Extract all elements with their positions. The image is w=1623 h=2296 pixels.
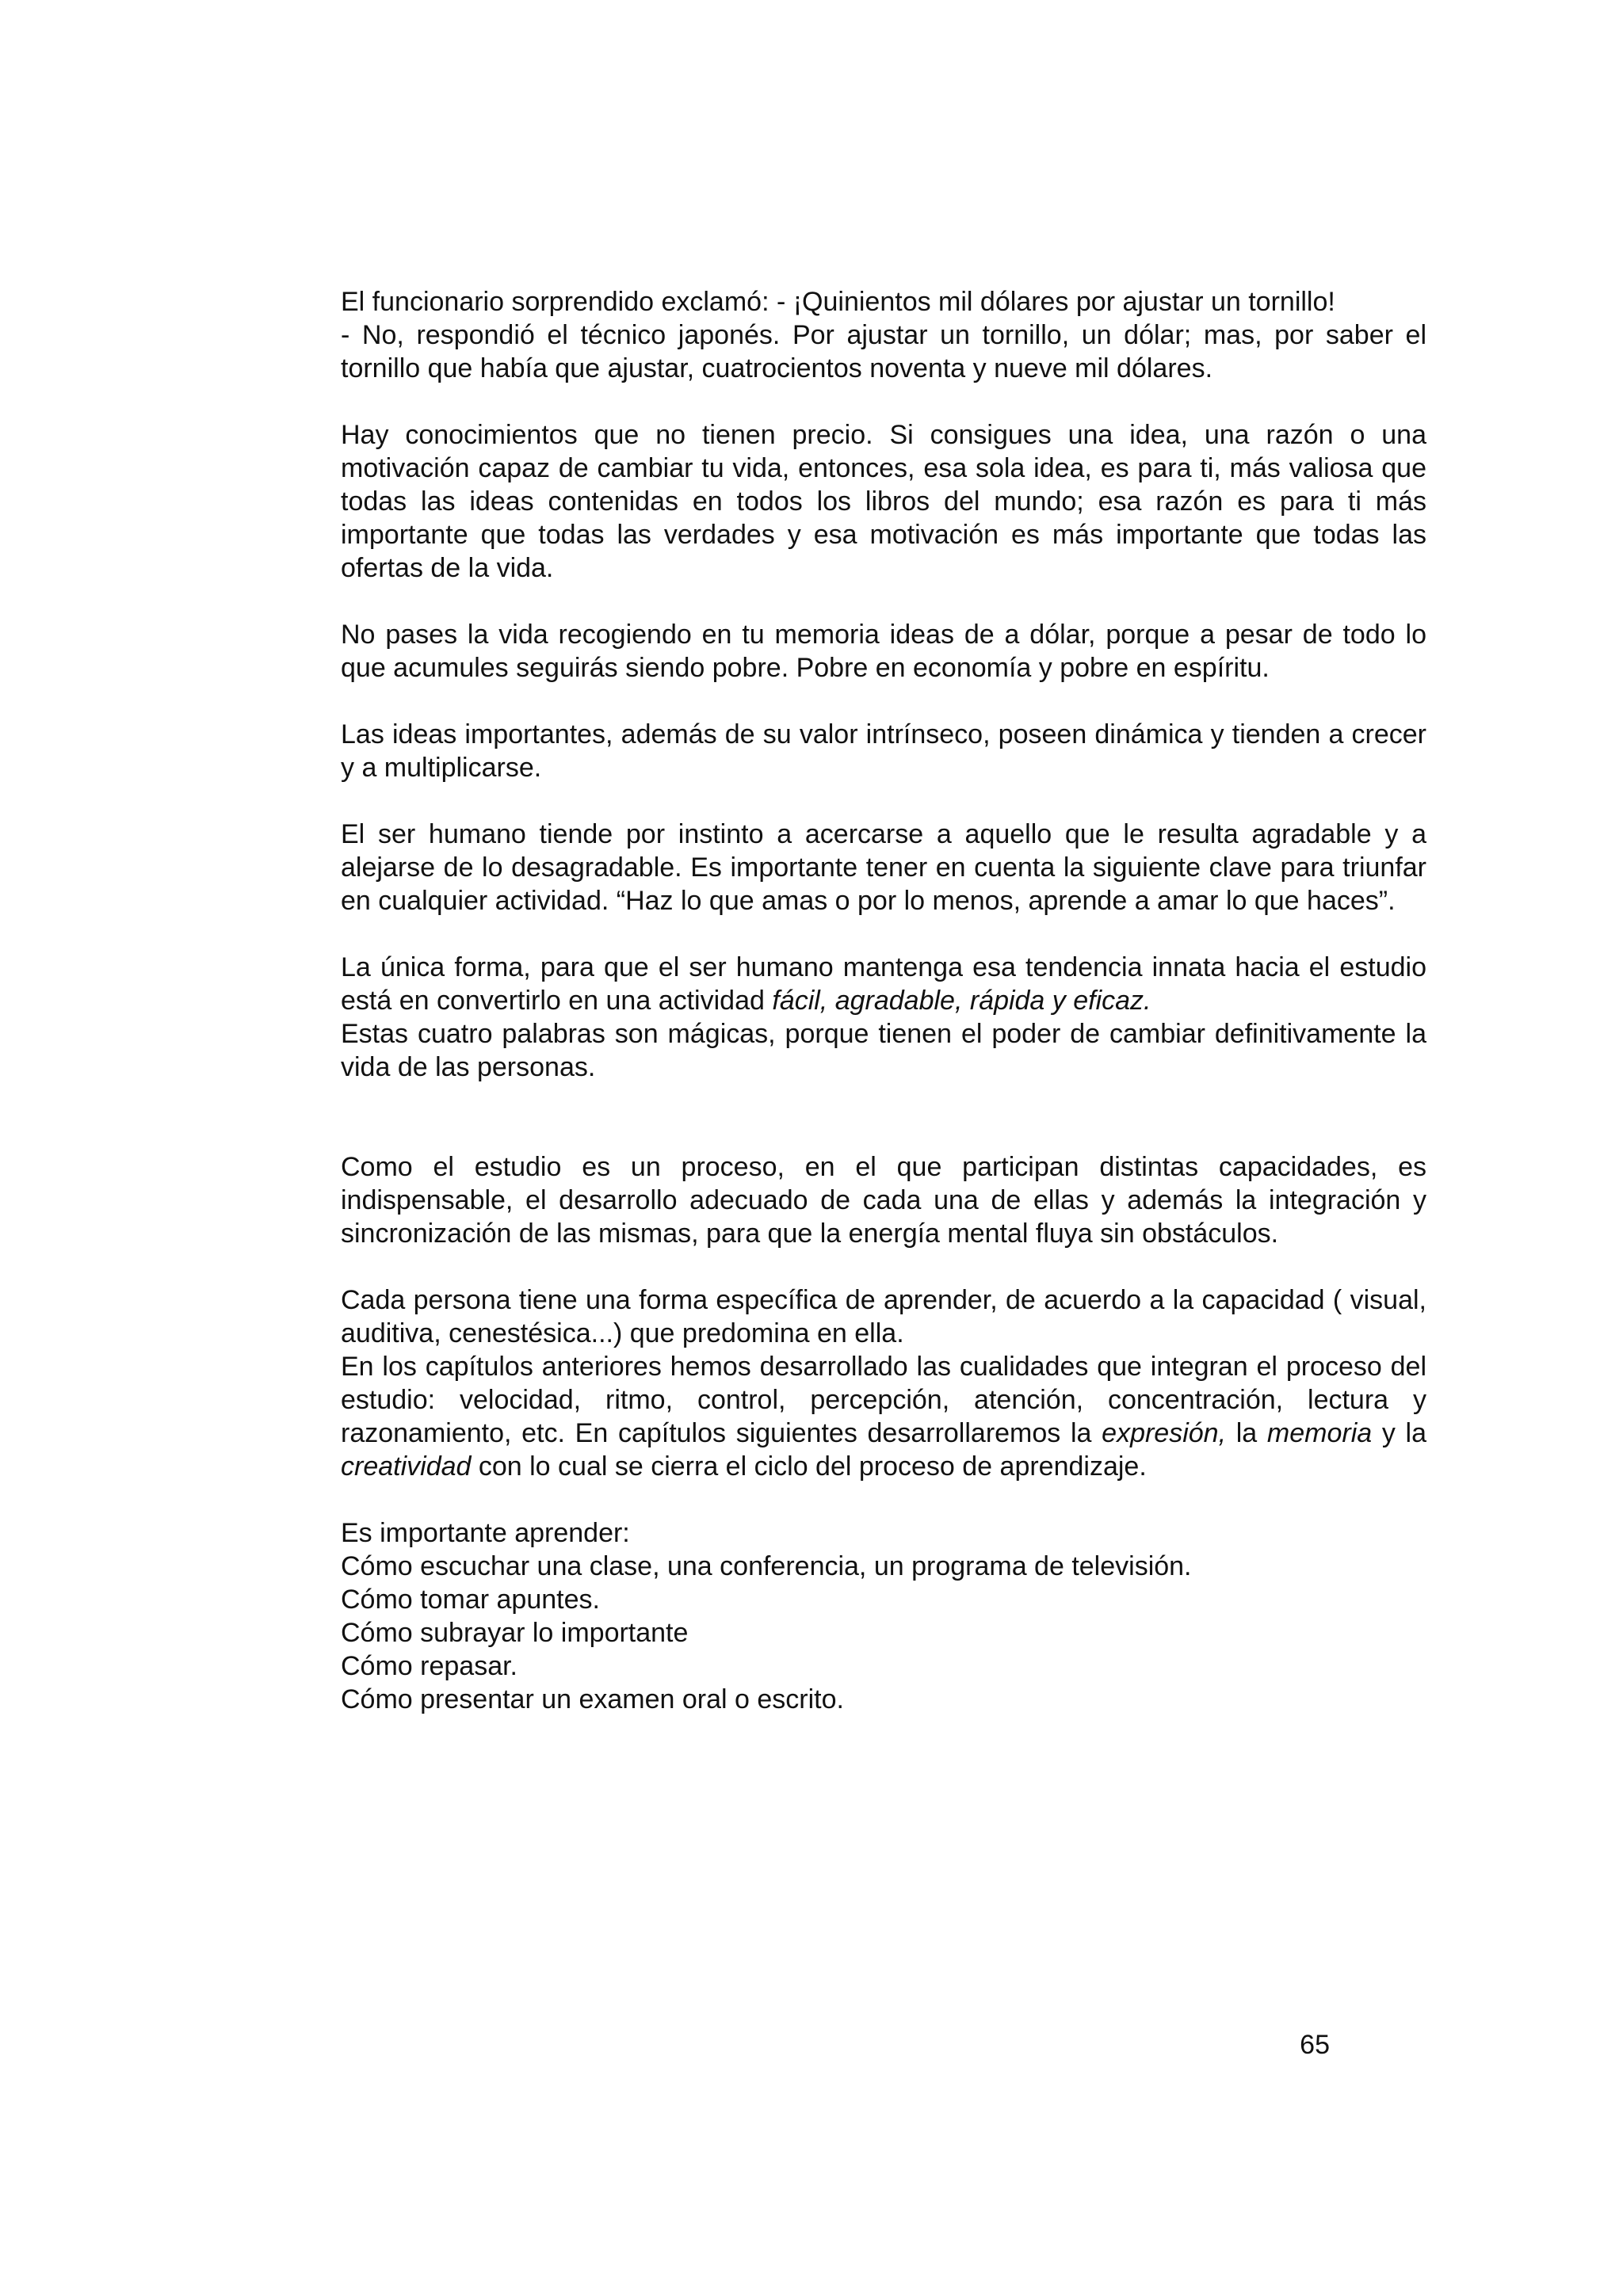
paragraph-magic-words: Estas cuatro palabras son mágicas, porque tienen el poder de cambiar definitivamente la vida de las personas.	[341, 1019, 1426, 1082]
paragraph-chapters-italic-memory: memoria	[1266, 1418, 1373, 1448]
list-item: Cómo subrayar lo importante	[341, 1618, 689, 1648]
paragraph-only-way-italic: fácil, agradable, rápida y eficaz.	[772, 986, 1151, 1016]
list-item: Cómo escuchar una clase, una conferencia, un programa de televisión.	[341, 1551, 1192, 1581]
paragraph-instinct: El ser humano tiende por instinto a acercarse a aquello que le resulta agradable y a alejarse de lo desagradable. Es importante tener en cuenta la siguiente clave para triunfar en cualquier actividad. “Haz lo que amas o por lo menos, aprende a amar lo que haces”.	[341, 819, 1426, 916]
list-item: Cómo presentar un examen oral o escrito.	[341, 1684, 844, 1714]
paragraph-only-way	[341, 951, 1426, 1017]
list-item: Cómo repasar.	[341, 1651, 517, 1681]
paragraph-dollar-ideas: No pases la vida recogiendo en tu memoria ideas de a dólar, porque a pesar de todo lo que acumules seguirás siendo pobre. Pobre en economía y pobre en espíritu.	[341, 620, 1426, 683]
list-intro: Es importante aprender:	[341, 1518, 630, 1548]
paragraph-chapters-end: con lo cual se cierra el ciclo del proceso de aprendizaje.	[471, 1451, 1147, 1482]
paragraph-process: Como el estudio es un proceso, en el que participan distintas capacidades, es indispensable, el desarrollo adecuado de cada una de ellas y además la integración y sincronización de las mismas, para que la energía mental fluya sin obstáculos.	[341, 1152, 1426, 1249]
paragraph-reply: - No, respondió el técnico japonés. Por ajustar un tornillo, un dólar; mas, por saber el tornillo que había que ajustar, cuatrocientos noventa y nueve mil dólares.	[341, 320, 1426, 383]
paragraph-learning-style: Cada persona tiene una forma específica de aprender, de acuerdo a la capacidad ( visual, auditiva, cenestésica...) que predomina en ella.	[341, 1285, 1426, 1348]
body-text	[341, 285, 1426, 1716]
paragraph-exclamation: El funcionario sorprendido exclamó: - ¡Quinientos mil dólares por ajustar un tornillo!	[341, 287, 1335, 317]
paragraph-chapters-italic-creativity: creatividad	[341, 1451, 472, 1482]
paragraph-chapters-start: En los capítulos anteriores hemos desarrollado las cualidades que integran el proceso del estudio: velocidad, ritmo, control, percepción, atención, concentración, lectura y razonamiento, etc. En capítulos siguientes desarrollaremos la	[341, 1352, 1426, 1448]
paragraph-chapters-mid1: la	[1226, 1418, 1267, 1448]
paragraph-important-ideas: Las ideas importantes, además de su valor intrínseco, poseen dinámica y tienden a crecer y a multiplicarse.	[341, 719, 1426, 783]
list-item: Cómo tomar apuntes.	[341, 1585, 600, 1615]
paragraph-chapters-italic-expression: expresión,	[1102, 1418, 1227, 1448]
learning-list	[341, 1516, 1426, 1716]
paragraph-chapters	[341, 1350, 1426, 1483]
paragraph-chapters-mid2: y la	[1372, 1418, 1427, 1448]
page-number: 65	[1300, 2030, 1330, 2060]
paragraph-only-way-text: La única forma, para que el ser humano mantenga esa tendencia innata hacia el estudio está en convertirlo en una actividad	[341, 952, 1426, 1016]
paragraph-knowledge: Hay conocimientos que no tienen precio. Si consigues una idea, una razón o una motivación capaz de cambiar tu vida, entonces, esa sola idea, es para ti, más valiosa que todas las ideas contenidas en todos los libros del mundo; esa razón es para ti más importante que todas las verdades y esa motivación es más importante que todas las ofertas de la vida.	[341, 420, 1426, 583]
